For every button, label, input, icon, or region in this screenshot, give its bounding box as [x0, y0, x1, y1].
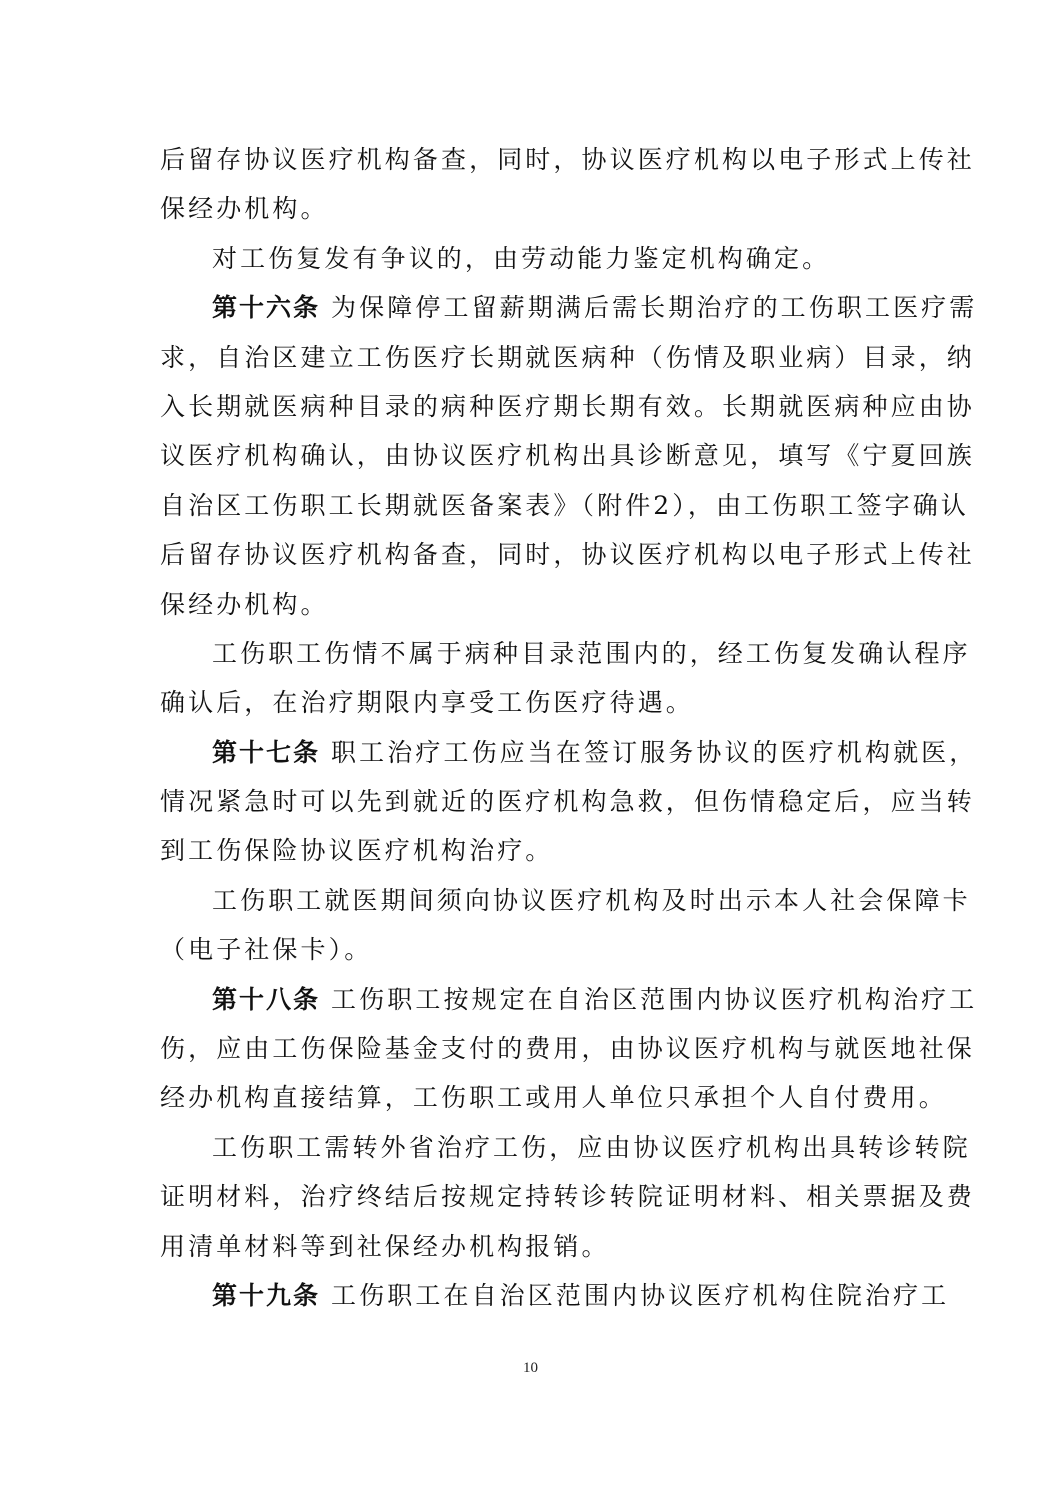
text-line [160, 1027, 975, 1076]
text-line [160, 286, 978, 335]
article-heading: 第十七条 [212, 737, 321, 767]
line-text: （电子社保卡）。 [160, 935, 373, 965]
line-text: 入长期就医病种目录的病种医疗期长期有效。长期就医病种应由协 [160, 391, 975, 421]
line-text: 工伤职工在自治区范围内协议医疗机构住院治疗工 [320, 1280, 950, 1310]
text-line [160, 385, 975, 434]
line-text: 工伤职工需转外省治疗工伤，应由协议医疗机构出具转诊转院 [212, 1132, 971, 1162]
line-text: 求，自治区建立工伤医疗长期就医病种（伤情及职业病）目录，纳 [160, 342, 975, 372]
line-text: 工伤职工就医期间须向协议医疗机构及时出示本人社会保障卡 [212, 885, 971, 915]
text-line [160, 978, 978, 1027]
line-text: 确认后，在治疗期限内享受工伤医疗待遇。 [160, 688, 694, 718]
page-number: 10 [523, 1360, 538, 1376]
line-text: 保经办机构。 [160, 194, 329, 224]
text-line [160, 434, 975, 483]
line-text: 议医疗机构确认，由协议医疗机构出具诊断意见，填写《宁夏回族 [160, 441, 975, 471]
text-line [160, 928, 900, 977]
line-text: 经办机构直接结算，工伤职工或用人单位只承担个人自付费用。 [160, 1083, 947, 1113]
line-text: 后留存协议医疗机构备查，同时，协议医疗机构以电子形式上传社 [160, 540, 975, 570]
text-line [160, 138, 975, 187]
line-text: 工伤职工按规定在自治区范围内协议医疗机构治疗工 [320, 984, 978, 1014]
text-line [160, 681, 900, 730]
text-line [160, 533, 975, 582]
line-text: 证明材料，治疗终结后按规定持转诊转院证明材料、相关票据及费 [160, 1182, 975, 1212]
line-text: 工伤职工伤情不属于病种目录范围内的，经工伤复发确认程序 [212, 638, 971, 668]
line-text: 用清单材料等到社保经办机构报销。 [160, 1231, 610, 1261]
text-line [160, 829, 900, 878]
text-line [160, 780, 975, 829]
text-line [160, 879, 971, 928]
document-body [160, 138, 978, 1323]
article-heading: 第十八条 [212, 984, 321, 1014]
article-heading: 第十六条 [212, 293, 321, 323]
text-line [160, 583, 900, 632]
text-line [160, 1225, 900, 1274]
line-text: 对工伤复发有争议的，由劳动能力鉴定机构确定。 [212, 243, 831, 273]
text-line [160, 1076, 947, 1125]
text-line [160, 336, 975, 385]
line-text: 到工伤保险协议医疗机构治疗。 [160, 836, 554, 866]
line-text: 后留存协议医疗机构备查，同时，协议医疗机构以电子形式上传社 [160, 145, 975, 174]
line-text: 自治区工伤职工长期就医备案表》（附件2），由工伤职工签字确认 [160, 490, 969, 520]
line-text: 职工治疗工伤应当在签订服务协议的医疗机构就医， [320, 737, 978, 767]
line-text: 情况紧急时可以先到就近的医疗机构急救，但伤情稳定后，应当转 [160, 787, 975, 817]
text-line [160, 187, 900, 236]
line-text: 为保障停工留薪期满后需长期治疗的工伤职工医疗需 [320, 293, 978, 323]
text-line [160, 1126, 971, 1175]
line-text: 伤，应由工伤保险基金支付的费用，由协议医疗机构与就医地社保 [160, 1034, 975, 1064]
text-line [160, 1175, 975, 1224]
article-heading: 第十九条 [212, 1280, 321, 1310]
line-text: 保经办机构。 [160, 589, 329, 619]
text-line [160, 237, 900, 286]
text-line [160, 632, 971, 681]
text-line [160, 1274, 950, 1323]
text-line [160, 731, 978, 780]
text-line [160, 484, 969, 533]
